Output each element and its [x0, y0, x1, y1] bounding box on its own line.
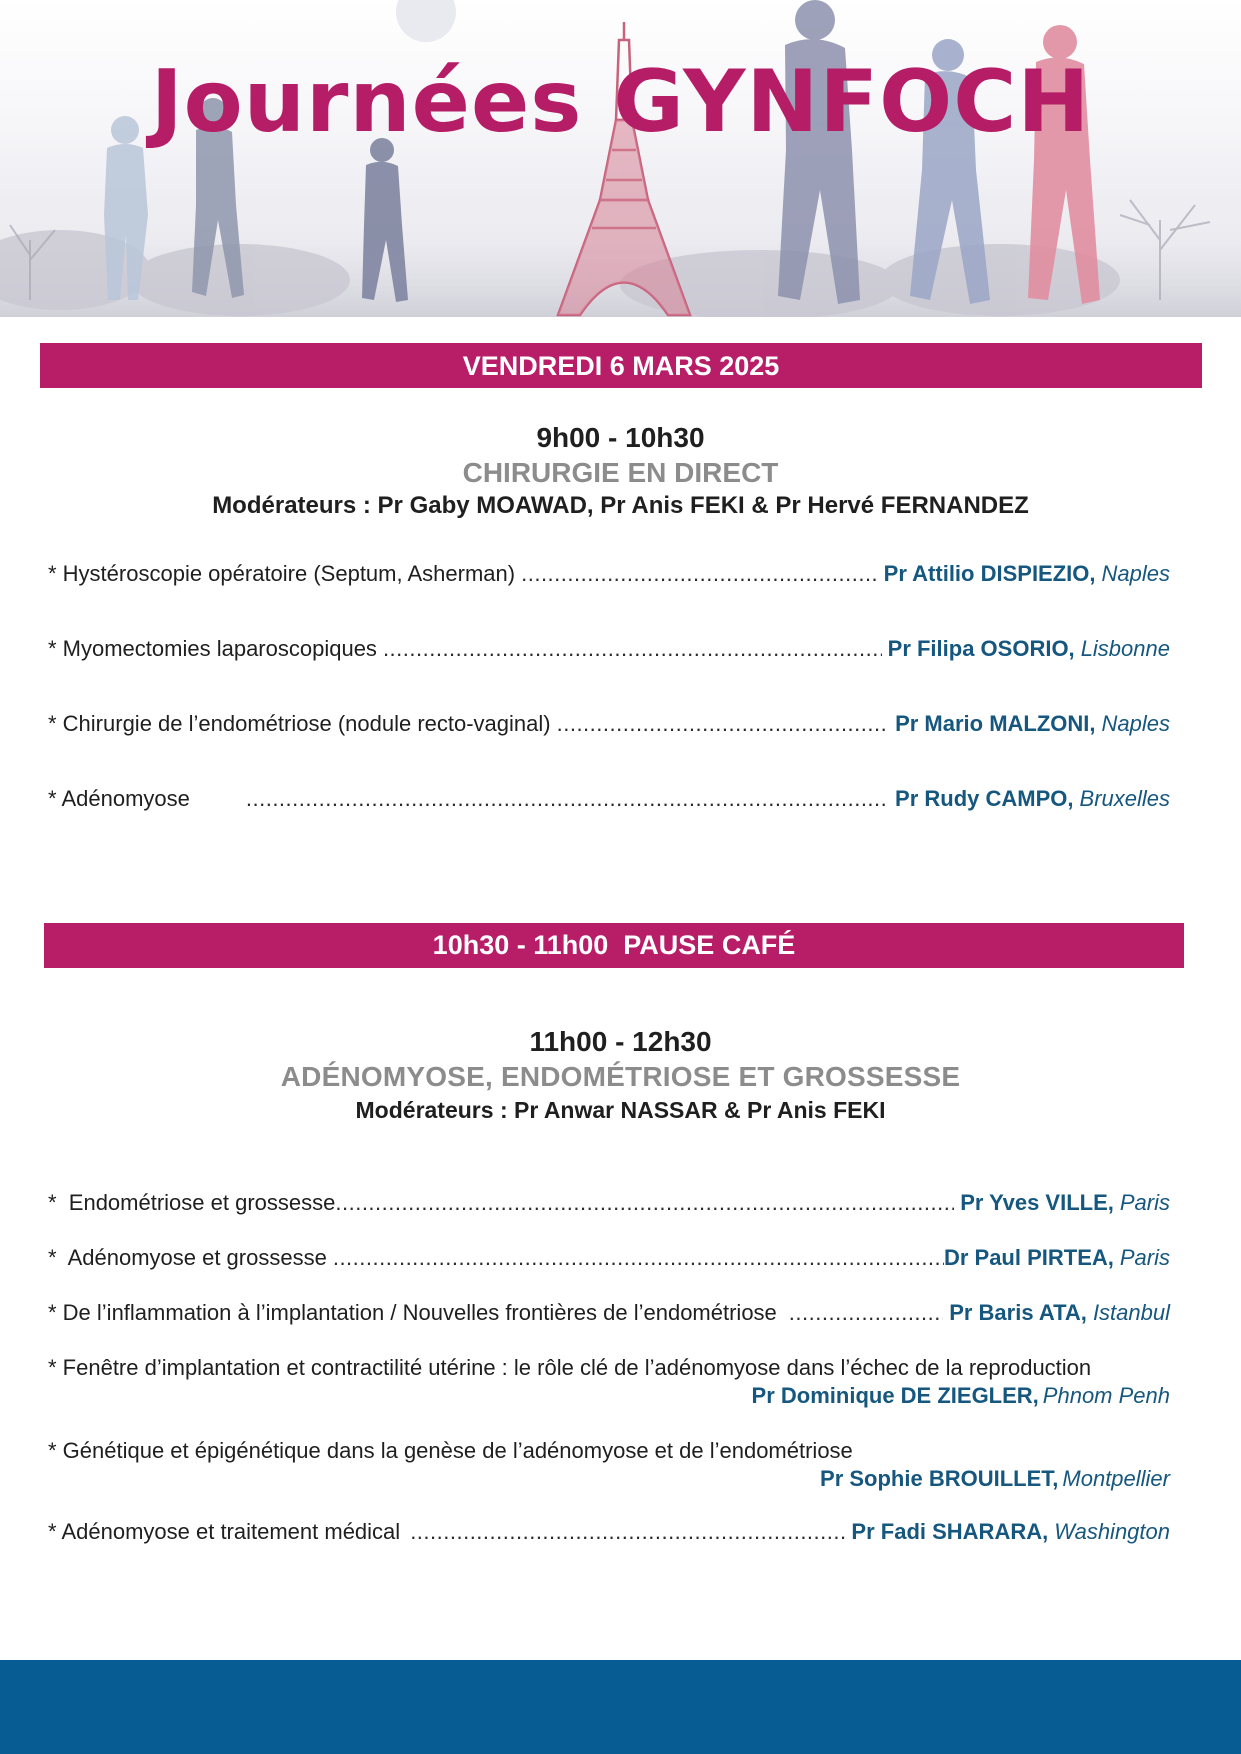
page-title: Journées GYNFOCH [150, 52, 1091, 152]
talk-speaker: Dr Paul PIRTEA, [943, 1245, 1114, 1270]
talk-row [48, 1519, 1170, 1549]
talk-speaker: Pr Rudy CAMPO, [895, 786, 1074, 811]
talk-city: Bruxelles [1079, 786, 1170, 811]
session-title: CHIRURGIE EN DIRECT [462, 457, 779, 488]
talk-speaker-line [48, 1383, 1170, 1411]
talk-speaker: Pr Baris ATA, [949, 1300, 1087, 1325]
talk-speaker: Pr Fadi SHARARA, [851, 1519, 1049, 1544]
talk-speaker: Pr Attilio DISPIEZIO, [883, 561, 1096, 586]
talk-speaker: Pr Mario MALZONI, [895, 711, 1096, 736]
talk-title: * Myomectomies laparoscopiques [48, 636, 377, 661]
talk-city: Washington [1054, 1519, 1170, 1544]
talk-row [48, 786, 1170, 816]
talk-city: Paris [1119, 1190, 1170, 1215]
talk-row [48, 711, 1170, 741]
talk-title: * Adénomyose et grossesse [48, 1245, 327, 1270]
talk-title: * De l’inflammation à l’implantation / Nouvelles frontières de l’endométriose [48, 1300, 777, 1325]
talk-title: * Génétique et épigénétique dans la genèse de l’adénomyose et de l’endométriose [48, 1438, 853, 1463]
talk-city: Montpellier [1062, 1466, 1170, 1491]
footer-band [0, 1660, 1241, 1754]
talk-speaker: Pr Filipa OSORIO, [887, 636, 1075, 661]
header-banner [0, 0, 1241, 317]
talk-city: Paris [1119, 1245, 1170, 1270]
leader-dots [335, 1190, 954, 1216]
session-1-header [0, 420, 1241, 522]
talk-speaker: Pr Sophie BROUILLET, [820, 1466, 1059, 1491]
day-bar: VENDREDI 6 MARS 2025 [40, 343, 1202, 388]
leader-dots [333, 1245, 944, 1271]
talk-city: Lisbonne [1080, 636, 1170, 661]
leader-dots [383, 636, 882, 662]
talk-row [48, 636, 1170, 666]
talk-row [48, 1300, 1170, 1330]
talk-city: Phnom Penh [1042, 1383, 1170, 1408]
pause-bar: 10h30 - 11h00 PAUSE CAFÉ [44, 923, 1184, 968]
talk-title: * Endométriose et grossesse [48, 1190, 336, 1215]
talk-title: * Adénomyose [48, 786, 190, 811]
talk-city: Istanbul [1092, 1300, 1170, 1325]
session-moderators: Modérateurs : Pr Anwar NASSAR & Pr Anis FEKI [355, 1097, 886, 1123]
talk-row [48, 1245, 1170, 1275]
leader-dots [789, 1300, 943, 1326]
session-time: 9h00 - 10h30 [536, 422, 705, 453]
banner-illustration [0, 0, 1241, 317]
talk-row [48, 561, 1170, 591]
talk-row [48, 1190, 1170, 1220]
talk-title: * Fenêtre d’implantation et contractilité utérine : le rôle clé de l’adénomyose dans l’échec de la reproduction [48, 1355, 1092, 1380]
session-moderators: Modérateurs : Pr Gaby MOAWAD, Pr Anis FEKI & Pr Hervé FERNANDEZ [212, 492, 1029, 519]
leader-dots [410, 1519, 845, 1545]
talk-city: Naples [1101, 561, 1170, 586]
session-2-header [0, 1024, 1241, 1126]
talk-speaker: Pr Yves VILLE, [960, 1190, 1114, 1215]
talk-title: * Hystéroscopie opératoire (Septum, Asherman) [48, 561, 516, 586]
talk-speaker: Pr Dominique DE ZIEGLER, [751, 1383, 1039, 1408]
session-title: ADÉNOMYOSE, ENDOMÉTRIOSE ET GROSSESSE [280, 1061, 961, 1092]
leader-dots [557, 711, 889, 737]
talk-speaker-line [48, 1466, 1170, 1494]
talk-title: * Adénomyose et traitement médical [48, 1519, 401, 1544]
session-time: 11h00 - 12h30 [529, 1026, 712, 1057]
leader-dots [521, 561, 878, 587]
leader-dots [246, 786, 889, 812]
talk-city: Naples [1101, 711, 1170, 736]
talk-row [48, 1438, 1170, 1494]
talk-title: * Chirurgie de l’endométriose (nodule recto-vaginal) [48, 711, 551, 736]
talk-row [48, 1355, 1170, 1411]
